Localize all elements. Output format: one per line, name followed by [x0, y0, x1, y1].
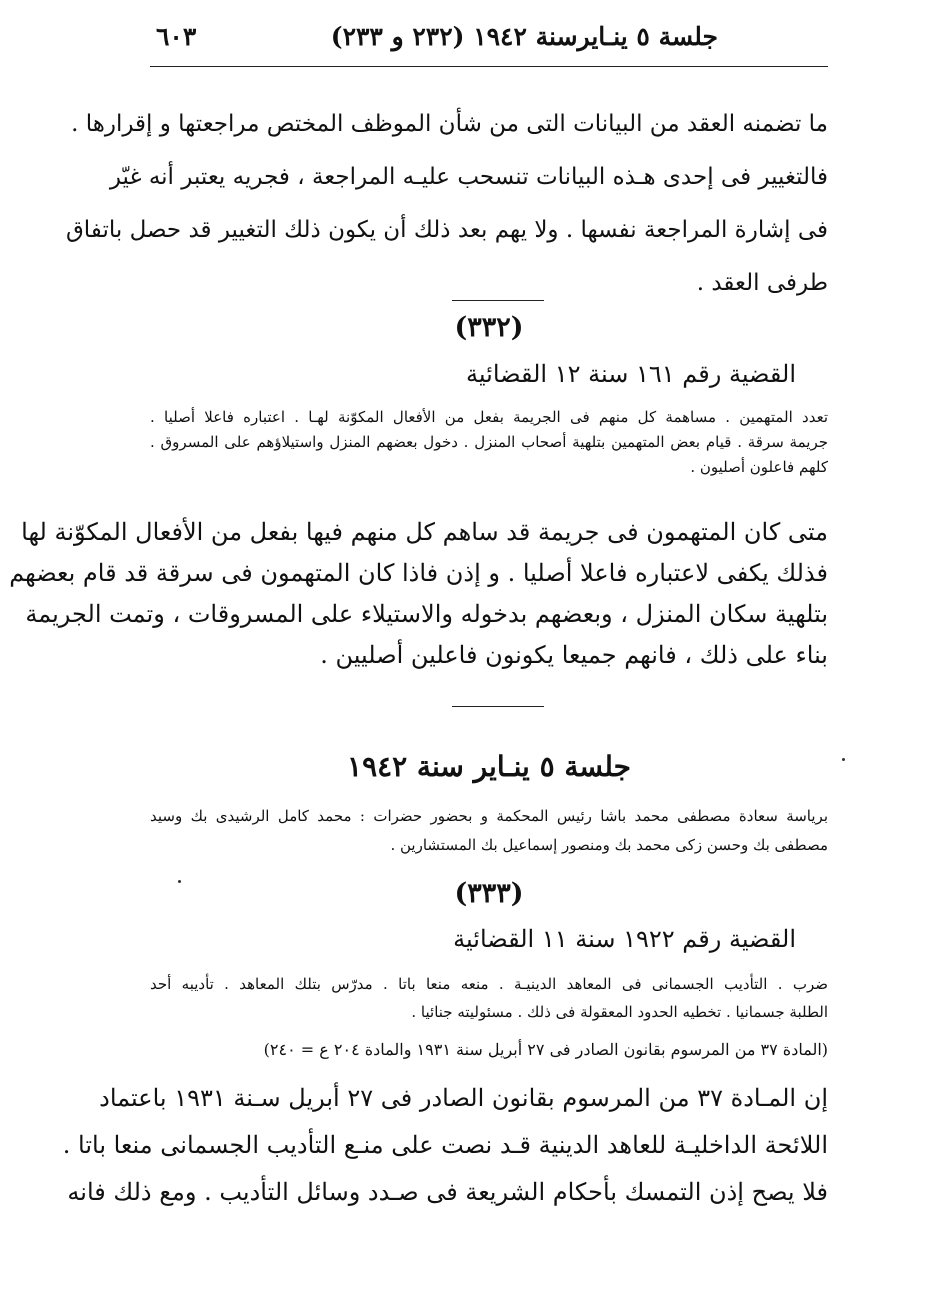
text-line: إن المـادة ٣٧ من المرسوم بقانون الصادر فى ٢٧ أبريل سـنة ١٩٣١ باعتماد — [99, 1084, 828, 1112]
case-reference: القضية رقم ١٦١ سنة ١٢ القضائية — [466, 360, 796, 388]
case-body — [9, 512, 828, 676]
text-line: متى كان المتهمون فى جريمة قد ساهم كل منهم فيها بفعل من الأفعال المكوّنة لها — [21, 518, 828, 546]
case-summary — [150, 970, 828, 1026]
text-line: فلا يصح إذن التمسك بأحكام الشريعة فى صـدد وسائل التأديب . ومع ذلك فانه — [67, 1178, 828, 1206]
session-title: جلسة ٥ ينـاير سنة ١٩٤٢ — [347, 750, 631, 783]
summary-line: ضرب . التأديب الجسمانى فى المعاهد الدينيـة . منعه منعا باتا . مدرّس بتلك المعاهد . تأديبه أحد — [150, 975, 828, 993]
summary-line: كلهم فاعلون أصليون . — [690, 458, 828, 476]
summary-line: تعدد المتهمين . مساهمة كل منهم فى الجريمة بفعل من الأفعال المكوّنة لهـا . اعتباره فاعلا أصليا . — [150, 408, 828, 426]
session-presidency — [150, 802, 828, 860]
header-title: جلسة ٥ ينـايرسنة ١٩٤٢ (٢٣٢ و ٢٣٣) — [330, 22, 718, 51]
text-line: بتلهية سكان المنزل ، وبعضهم بدخوله والاستيلاء على المسروقات ، وتمت الجريمة — [25, 600, 828, 628]
summary-line: الطلبة جسمانيا . تخطيه الحدود المعقولة فى ذلك . مسئوليته جنائيا . — [411, 1003, 828, 1021]
scan-speck — [178, 880, 181, 883]
running-header — [150, 20, 828, 67]
continuation-paragraph — [65, 98, 828, 310]
text-line: اللائحة الداخليـة للعاهد الدينية قـد نصت على منـع التأديب الجسمانى منعا باتا . — [62, 1131, 828, 1159]
summary-line: جريمة سرقة . قيام بعض المتهمين بتلهية أصحاب المنزل . دخول بعضهم المنزل واستيلاؤهم على المسروق . — [150, 433, 828, 451]
scan-speck — [842, 758, 845, 761]
case-summary — [150, 405, 828, 480]
presidency-line: مصطفى بك وحسن زكى محمد بك ومنصور إسماعيل بك المستشارين . — [390, 836, 828, 854]
text-line: طرفى العقد . — [696, 270, 828, 296]
text-line: فالتغيير فى إحدى هـذه البيانات تنسحب عليـه المراجعة ، فجريه يعتبر أنه غيّر — [109, 164, 828, 190]
section-divider — [452, 706, 544, 707]
text-line: فى إشارة المراجعة نفسها . ولا يهم بعد ذلك أن يكون ذلك التغيير قد حصل باتفاق — [65, 217, 828, 243]
presidency-line: برياسة سعادة مصطفى محمد باشا رئيس المحكمة و بحضور حضرات : محمد كامل الرشيدى بك وسيد — [150, 807, 828, 825]
section-divider — [452, 300, 544, 301]
text-line: بناء على ذلك ، فانهم جميعا يكونون فاعلين أصليين . — [320, 641, 828, 669]
case-number: (٣٣٢) — [454, 312, 524, 343]
case-number: (٣٣٣) — [454, 878, 524, 909]
page-number: ٦٠٣ — [156, 22, 197, 51]
legal-reference: (المادة ٣٧ من المرسوم بقانون الصادر فى ٢٧ أبريل سنة ١٩٣١ والمادة ٢٠٤ ع = ٢٤٠) — [263, 1040, 828, 1059]
text-line: فذلك يكفى لاعتباره فاعلا أصليا . و إذن فاذا كان المتهمون فى سرقة قد قام بعضهم — [9, 559, 828, 587]
text-line: ما تضمنه العقد من البيانات التى من شأن الموظف المختص مراجعتها و إقرارها . — [71, 111, 828, 137]
case-reference: القضية رقم ١٩٢٢ سنة ١١ القضائية — [453, 925, 796, 953]
case-body — [62, 1075, 828, 1216]
